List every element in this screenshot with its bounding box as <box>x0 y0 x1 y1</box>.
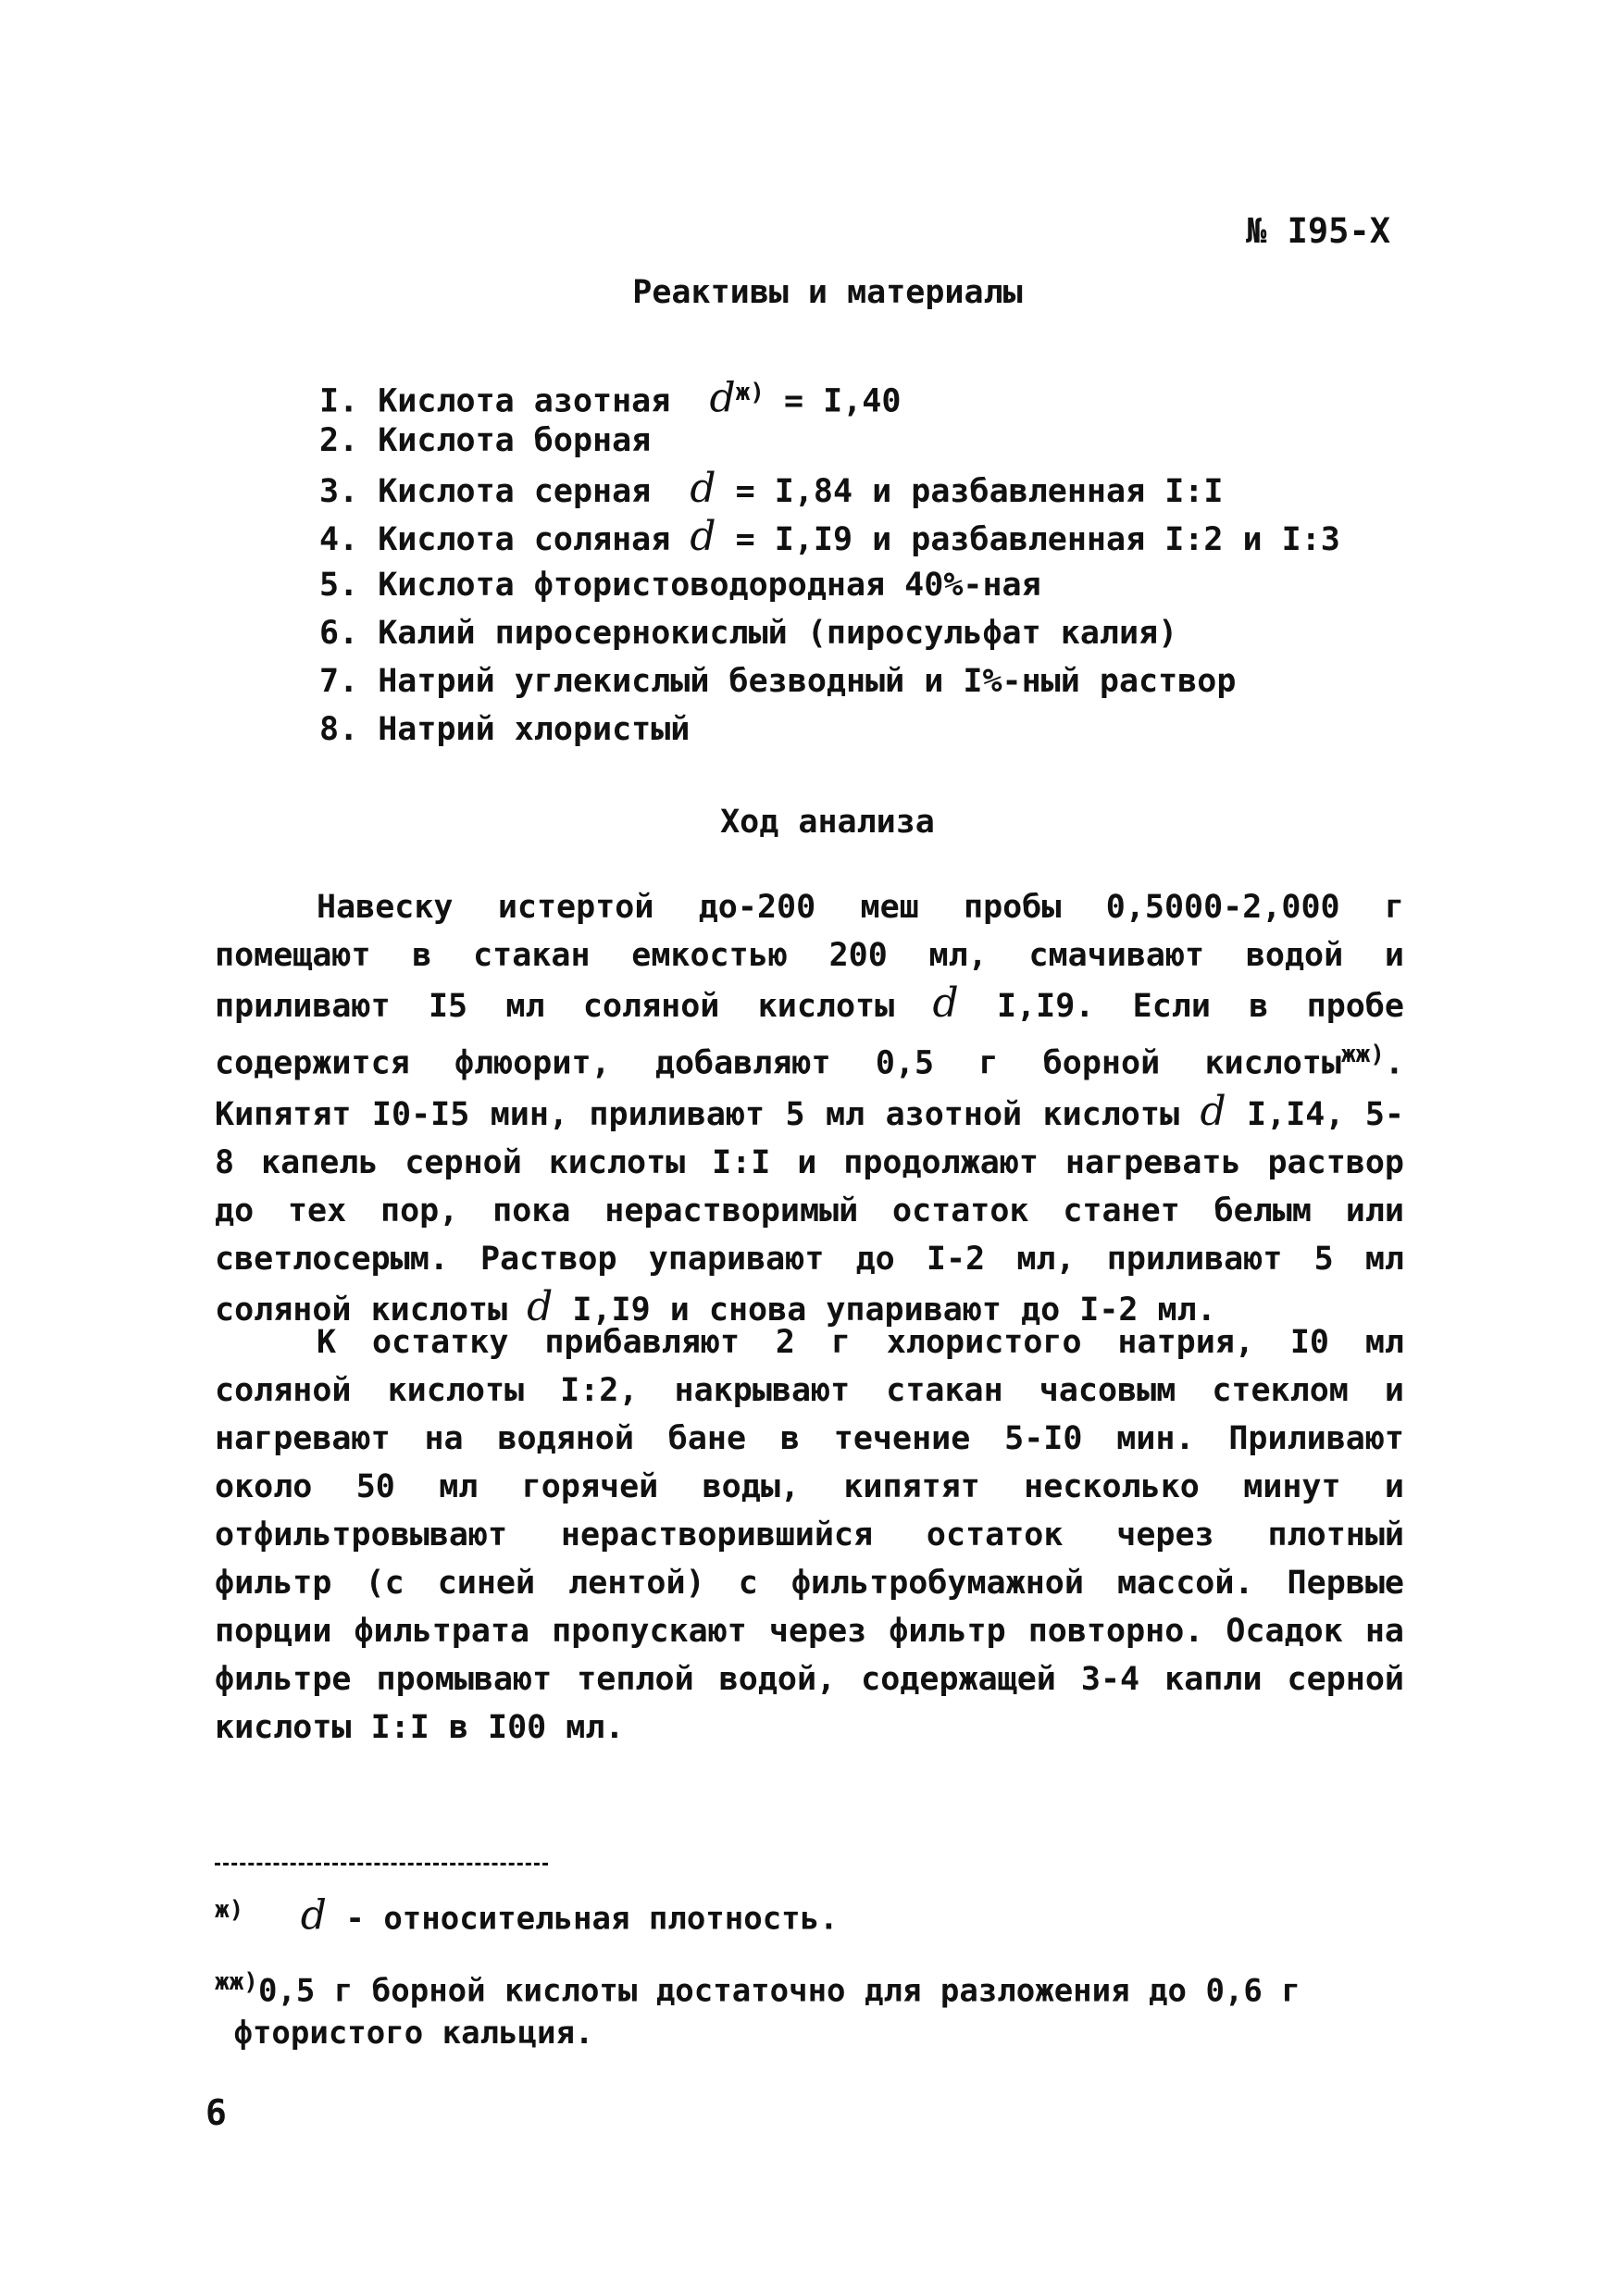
list-item: 3. Кислота серная d = I,84 и разбавленная I:I <box>319 465 1224 512</box>
list-item: I. Кислота азотная $d^{ж)} = I,40$ <box>319 374 902 422</box>
footnote-divider <box>215 1863 548 1866</box>
footnote-2: $^{жж)}$0,5 г борной кислоты достаточно для разложения до 0,6 г фтористого кальция. <box>215 1968 1301 2053</box>
document-number: № I95-X <box>1246 211 1390 251</box>
list-item: 6. Калий пиросернокислый (пиросульфат калия) <box>319 615 1178 652</box>
analysis-paragraph-2: К остатку прибавляют 2 г хлористого натрия, I0 мл соляной кислоты I:2, накрывают стакан часовым стеклом и нагревают на водяной бане в течение 5-I0 мин. Приливают около 50 мл горячей воды, кипятят несколько минут и отфильтровывают нерастворившийся остаток через плотный фильтр (с синей лентой) с фильтробумажной массой. Первые порции фильтрата пропускают через фильтр повторно. Осадок на фильтре промывают теплой водой, содержащей 3-4 капли серной кислоты I:I в I00 мл. <box>215 1324 1404 1746</box>
analysis-paragraph-1: Навеску истертой до-200 меш пробы 0,5000-2,000 г помещают в стакан емкостью 200 мл, смачивают водой и приливают I5 мл соляной кислоты d I,I9. Если в пробе содержится флюорит, добавляют 0,5 г борной кислоты$^{жж)}$. Кипятят I0-I5 мин, приливают 5 мл азотной кислоты d I,I4, 5-8 капель серной кислоты I:I и продолжают нагревать раствор до тех пор, пока нерастворимый остаток станет белым или светлосерым. Раствор упаривают до I-2 мл, приливают 5 мл соляной кислоты d I,I9 и снова упаривают до I-2 мл. <box>215 889 1404 1330</box>
list-item: 7. Натрий углекислый безводный и I%-ный раствор <box>319 663 1237 700</box>
analysis-heading: Ход анализа <box>720 804 935 841</box>
list-item: 8. Натрий хлористый <box>319 711 691 748</box>
reagents-list <box>319 368 1340 754</box>
reagents-heading: Реактивы и материалы <box>632 274 1023 311</box>
list-item: 4. Кислота соляная d = I,I9 и разбавленная I:2 и I:3 <box>319 513 1340 560</box>
footnote-1: $^{ж)}$ d - относительная плотность. <box>215 1891 839 1940</box>
list-item: 2. Кислота борная <box>319 422 652 459</box>
list-item: 5. Кислота фтористоводородная 40%-ная <box>319 567 1041 604</box>
page-number: 6 <box>205 2092 227 2133</box>
